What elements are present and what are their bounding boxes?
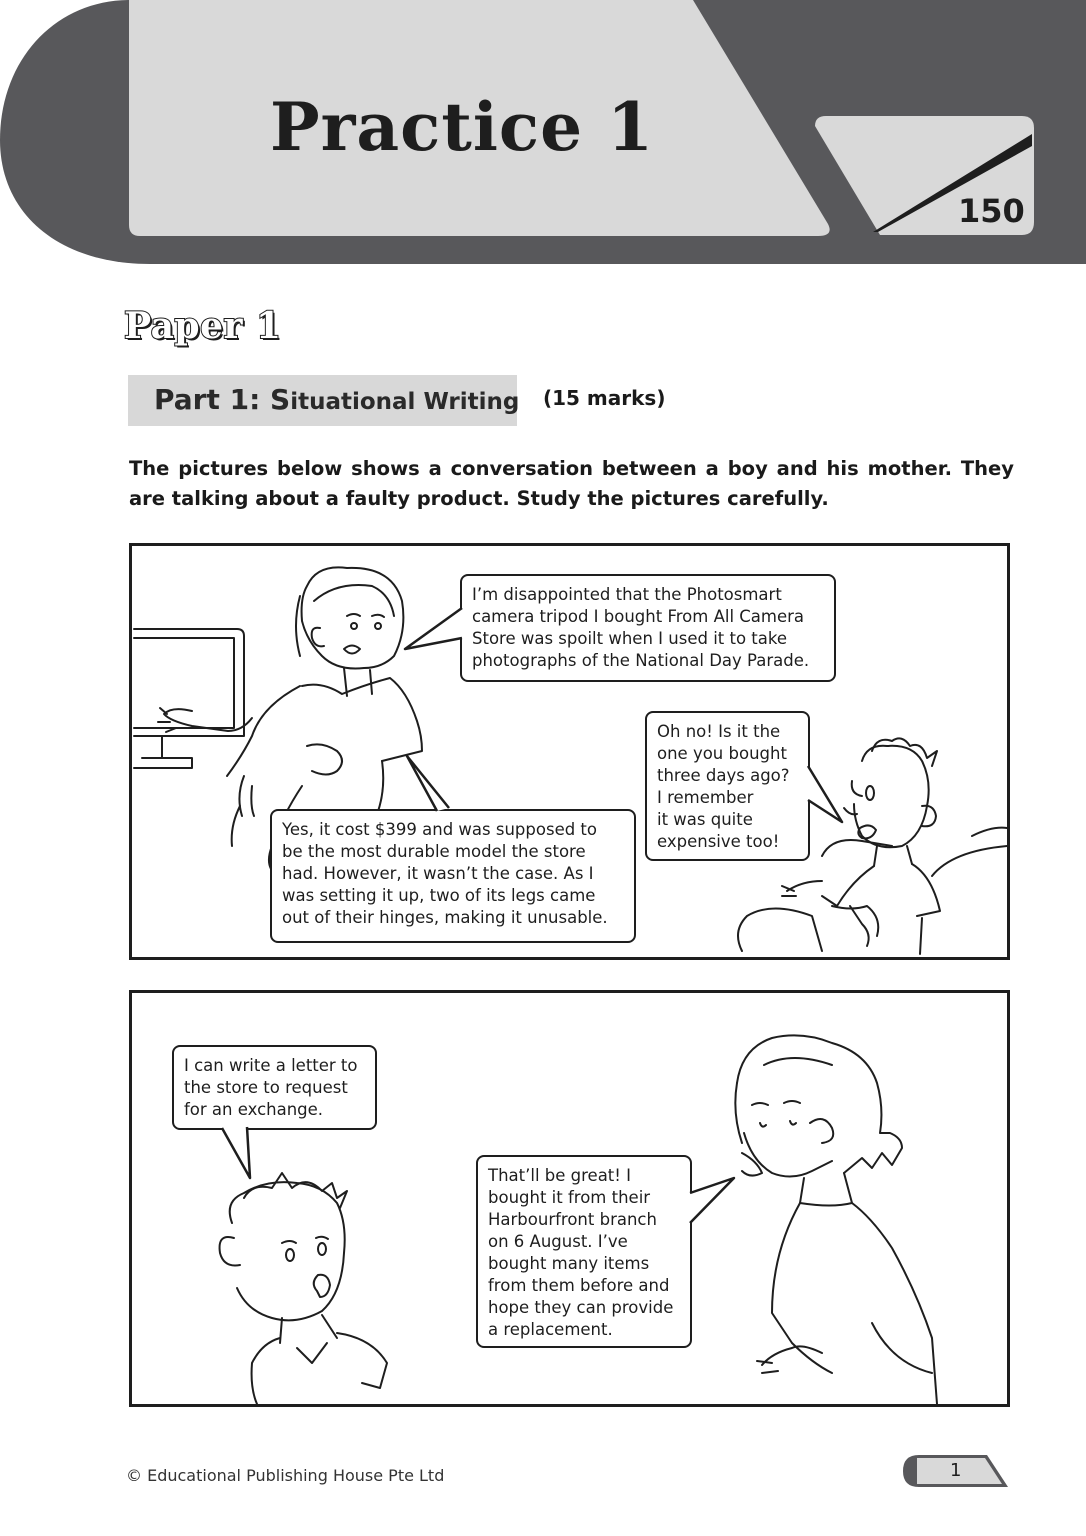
speech-bubble-boy-2: I can write a letter to the store to request for an exchange. xyxy=(172,1045,377,1130)
panel-2-bubble-tails xyxy=(132,993,1007,1404)
part-title-main: Part 1: S xyxy=(154,383,291,416)
comic-panel-1 xyxy=(129,543,1010,960)
copyright-text: © Educational Publishing House Pte Ltd xyxy=(126,1466,445,1485)
page-title: Practice 1 xyxy=(270,88,654,166)
speech-bubble-mother-1: I’m disappointed that the Photosmart camera tripod I bought From All Camera Store was spoilt when I used it to take photographs of the National Day Parade. xyxy=(460,574,836,682)
panel-1-bubble-tails xyxy=(132,546,1007,957)
comic-panel-2 xyxy=(129,990,1010,1407)
part-marks: (15 marks) xyxy=(543,386,666,410)
total-marks: 150 xyxy=(958,192,1025,230)
instructions: The pictures below shows a conversation between a boy and his mother. They are talking about a faulty product. Study the pictures carefully. xyxy=(129,457,1014,510)
speech-bubble-mother-3: That’ll be great! I bought it from their Harbourfront branch on 6 August. I’ve bought many items from them before and hope they can provide a replacement. xyxy=(476,1155,692,1348)
part-title xyxy=(154,383,519,416)
speech-bubble-boy-1: Oh no! Is it the one you bought three days ago? I remember it was quite expensive too! xyxy=(645,711,810,861)
speech-bubble-mother-2: Yes, it cost $399 and was supposed to be the most durable model the store had. However, it wasn’t the case. As I was setting it up, two of its legs came out of their hinges, making it unusable. xyxy=(270,809,636,943)
page-number: 1 xyxy=(950,1460,962,1481)
part-title-rest: ituational Writing xyxy=(290,389,520,415)
paper-label: Paper 1 xyxy=(124,305,282,347)
